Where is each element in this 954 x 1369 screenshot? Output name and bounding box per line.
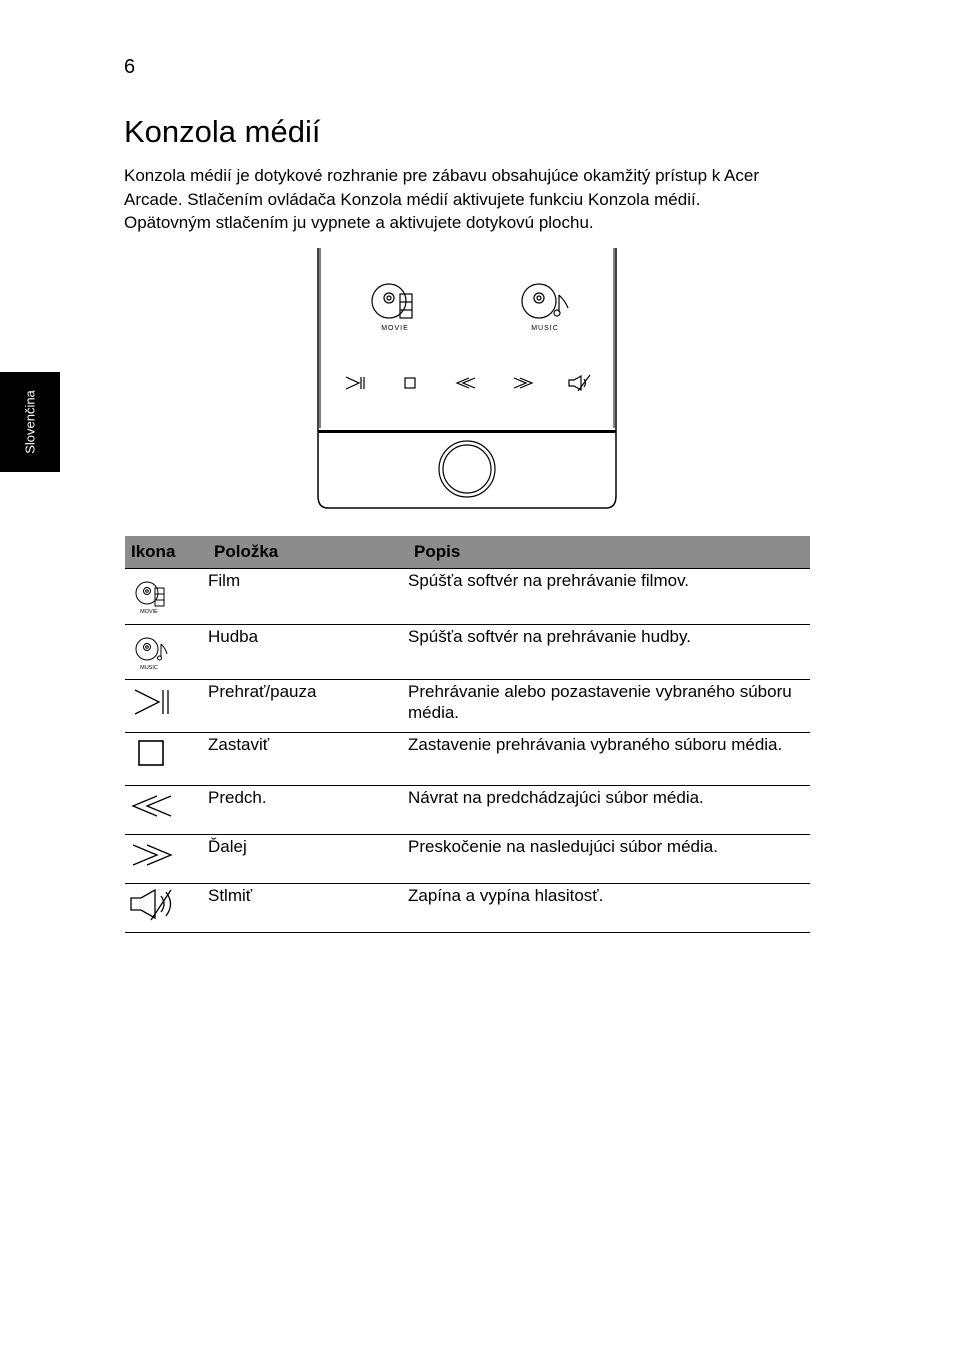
table-row — [125, 625, 810, 680]
intro-line: Opätovným stlačením ju vypnete a aktivujete dotykovú plochu. — [124, 213, 594, 232]
music-icon — [522, 284, 568, 318]
next-icon — [514, 378, 532, 388]
table-row — [125, 884, 810, 933]
item-description: Zapína a vypína hlasitosť. — [408, 884, 810, 933]
item-label: Predch. — [208, 786, 408, 835]
item-description: Spúšťa softvér na prehrávanie filmov. — [408, 569, 810, 625]
item-label: Zastaviť — [208, 733, 408, 786]
movie-icon — [372, 284, 412, 318]
header-description: Popis — [408, 536, 810, 569]
item-label: Ďalej — [208, 835, 408, 884]
console-knob-button — [439, 441, 495, 497]
item-label: Hudba — [208, 625, 408, 680]
table-header-row — [125, 536, 810, 569]
previous-icon — [129, 790, 175, 826]
stop-icon — [405, 378, 415, 388]
table-row — [125, 569, 810, 625]
intro-paragraph — [124, 164, 824, 235]
page-number: 6 — [124, 56, 136, 78]
music-label: MUSIC — [531, 325, 559, 332]
item-label: Prehrať/pauza — [208, 680, 408, 733]
mute-icon — [129, 888, 175, 924]
item-label: Film — [208, 569, 408, 625]
next-icon — [129, 839, 175, 875]
play-pause-icon — [346, 377, 364, 389]
movie-icon — [129, 573, 175, 619]
movie-label: MOVIE — [381, 325, 409, 332]
icon-table — [125, 536, 810, 933]
stop-icon — [129, 737, 175, 777]
svg-text:MOVIE: MOVIE — [140, 609, 158, 615]
item-description: Preskočenie na nasledujúci súbor média. — [408, 835, 810, 884]
item-description: Prehrávanie alebo pozastavenie vybraného súboru média. — [408, 680, 810, 733]
item-description: Návrat na predchádzajúci súbor média. — [408, 786, 810, 835]
item-label: Stlmiť — [208, 884, 408, 933]
console-frame — [318, 248, 616, 508]
previous-icon — [457, 378, 475, 388]
table-row — [125, 786, 810, 835]
media-console-illustration — [314, 246, 620, 512]
table-row — [125, 835, 810, 884]
intro-line: Konzola médií je dotykové rozhranie pre zábavu obsahujúce okamžitý prístup k Acer — [124, 166, 760, 185]
page-title: Konzola médií — [124, 114, 321, 149]
play-pause-icon — [129, 684, 175, 724]
header-item: Položka — [208, 536, 408, 569]
mute-icon — [569, 375, 590, 391]
language-label: Slovenčina — [22, 390, 38, 454]
header-icon: Ikona — [125, 536, 208, 569]
table-row — [125, 733, 810, 786]
svg-text:MUSIC: MUSIC — [140, 665, 158, 671]
item-description: Spúšťa softvér na prehrávanie hudby. — [408, 625, 810, 680]
item-description: Zastavenie prehrávania vybraného súboru média. — [408, 733, 810, 786]
music-icon — [129, 629, 175, 675]
intro-line: Arcade. Stlačením ovládača Konzola médií aktivujete funkciu Konzola médií. — [124, 189, 701, 209]
language-side-tab — [0, 372, 60, 472]
table-row — [125, 680, 810, 733]
